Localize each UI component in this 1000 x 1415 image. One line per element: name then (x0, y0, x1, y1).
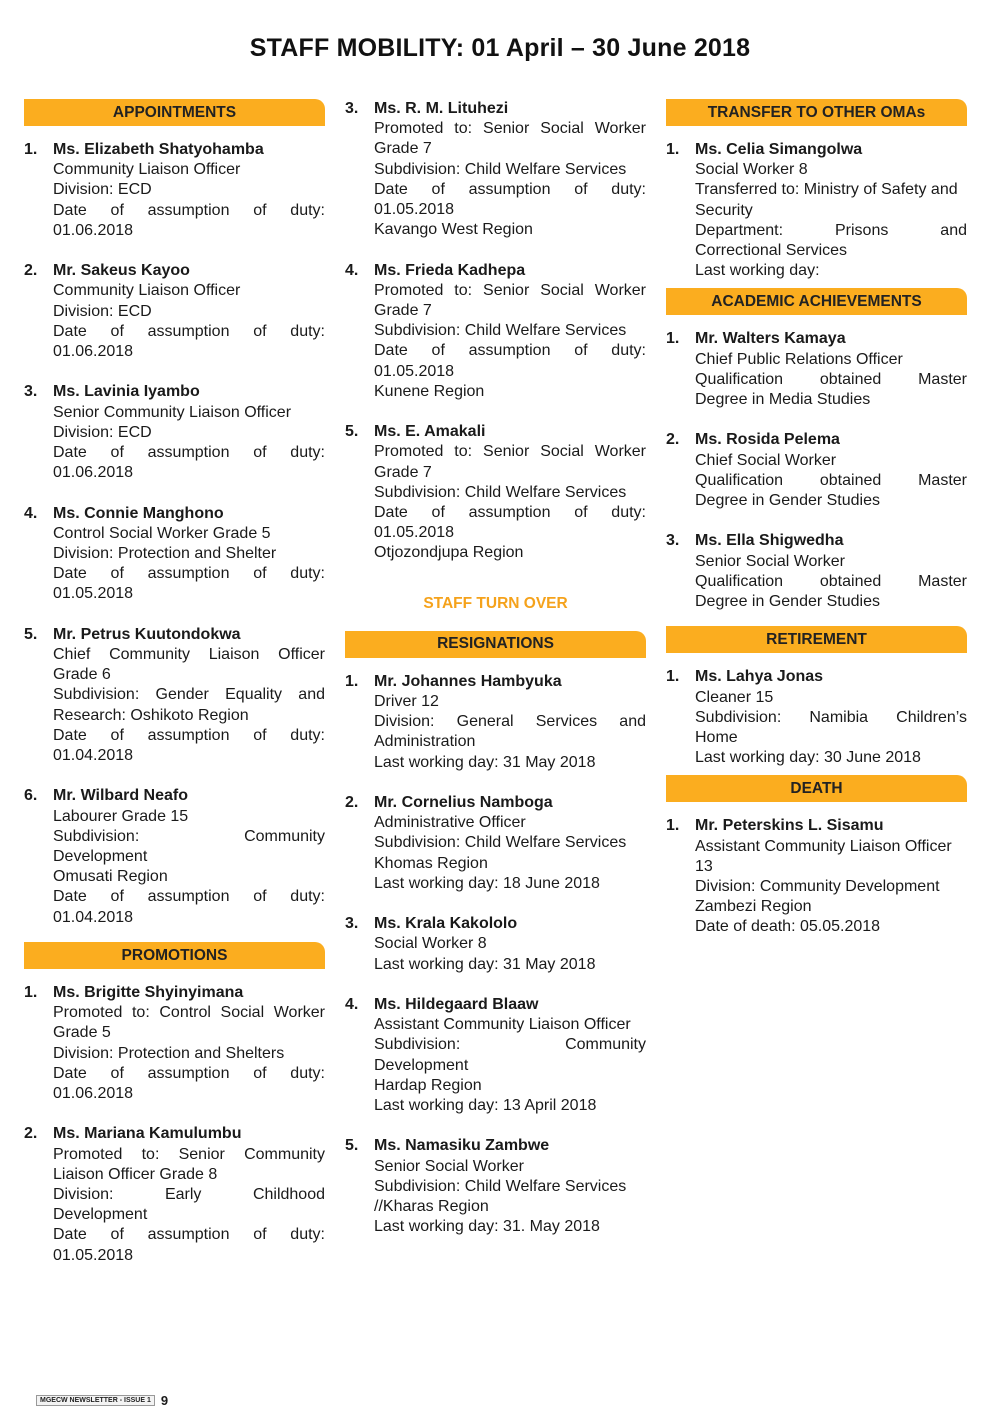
entry-detail-line: 01.05.2018 (374, 362, 455, 380)
entry-detail-line: Division: ECD (53, 423, 152, 441)
entry-name: Mr. Sakeus Kayoo (53, 262, 190, 280)
list-item (666, 667, 967, 768)
entry-detail-line: 01.06.2018 (53, 343, 134, 361)
entry-name: Mr. Cornelius Namboga (374, 794, 553, 812)
appointments-heading: APPOINTMENTS (24, 99, 325, 126)
entry-number: 1. (24, 141, 38, 158)
entry-detail-line: Division: ECD (53, 302, 152, 320)
entry-head (666, 329, 967, 349)
entry-number: 6. (24, 787, 38, 805)
entry-head (24, 382, 325, 402)
list-item (24, 625, 325, 766)
entry-detail-line: Subdivision: Child Welfare Services (374, 483, 627, 501)
list-item (24, 261, 325, 362)
entry-head (666, 531, 967, 551)
entry-name: Ms. R. M. Lituhezi (374, 100, 509, 117)
entry-name: Mr. Johannes Hambyuka (374, 672, 562, 690)
death-list (666, 816, 967, 937)
entry-detail-line: Grade 6 (53, 666, 111, 684)
entry-detail-line: Chief Community Liaison Officer (53, 646, 325, 664)
entry-detail-line: Last working day: (695, 262, 820, 280)
resignations-heading: RESIGNATIONS (345, 631, 646, 658)
entry-number: 5. (345, 1137, 359, 1155)
entry-detail-line: Senior Community Liaison Officer (53, 403, 292, 421)
entry-number: 1. (666, 141, 680, 158)
entry-detail-line: Date of death: 05.05.2018 (695, 918, 881, 936)
entry-detail-line: Otjozondjupa Region (374, 544, 524, 562)
entry-detail-line: Labourer Grade 15 (53, 807, 189, 825)
entry-detail-line: Zambezi Region (695, 898, 812, 916)
entry-detail-line: Promoted to: Senior Social Worker (374, 120, 646, 138)
academic-heading: ACADEMIC ACHIEVEMENTS (666, 288, 967, 315)
entry-name: Ms. Brigitte Shyinyimana (53, 984, 244, 1002)
entry-detail-line: Control Social Worker Grade 5 (53, 524, 271, 542)
entry-detail-line: Senior Social Worker (374, 1157, 524, 1175)
entry-detail-line: Subdivision: Child Welfare Services (374, 160, 627, 178)
entry-detail-line: 01.06.2018 (53, 221, 134, 239)
entry-name: Ms. Rosida Pelema (695, 431, 840, 449)
staff-turnover-heading: STAFF TURN OVER (423, 594, 568, 612)
newsletter-label: MGECW NEWSLETTER - ISSUE 1 (36, 1395, 155, 1406)
entry-detail-line: Department: Prisons and (695, 221, 967, 239)
entry-detail-line: Chief Social Worker (695, 451, 837, 469)
entry-head (24, 261, 325, 281)
entry-detail-line: Date of assumption of duty: (374, 180, 646, 198)
entry-detail-line: Promoted to: Senior Social Worker (374, 443, 646, 461)
entry-head (345, 793, 646, 813)
entry-name: Mr. Petrus Kuutondokwa (53, 625, 241, 643)
entry-number: 1. (345, 672, 359, 690)
entry-name: Mr. Wilbard Neafo (53, 787, 188, 805)
entry-number: 3. (24, 383, 38, 401)
entry-number: 1. (666, 817, 680, 835)
resignations-list (345, 672, 646, 1238)
entry-detail-line: Promoted to: Control Social Worker (53, 1004, 325, 1022)
entry-number: 1. (666, 668, 680, 686)
entry-detail-line: Assistant Community Liaison Officer (374, 1016, 631, 1034)
entry-detail-line: Subdivision: Namibia Children’s (695, 708, 967, 726)
entry-detail-line: 01.04.2018 (53, 908, 134, 926)
entry-detail-line: Last working day: 18 June 2018 (374, 874, 600, 892)
entry-name: Ms. Hildegaard Blaaw (374, 996, 539, 1014)
page-title: STAFF MOBILITY: 01 April – 30 June 2018 (249, 34, 751, 62)
entry-detail-line: Development (374, 1056, 469, 1074)
entry-number: 4. (345, 261, 359, 279)
entry-head (345, 422, 646, 442)
list-item (666, 430, 967, 511)
entry-detail-line: Transferred to: Ministry of Safety and (695, 181, 958, 199)
entry-detail-line: Administration (374, 733, 476, 751)
entry-detail-line: Research: Oshikoto Region (53, 706, 249, 724)
entry-detail-line: 01.04.2018 (53, 747, 134, 765)
entry-detail-line: 01.05.2018 (53, 585, 134, 603)
entry-detail-line: 01.05.2018 (374, 524, 455, 542)
list-item (345, 422, 646, 563)
entry-detail-line: Cleaner 15 (695, 688, 774, 706)
entry-detail-line: Social Worker 8 (374, 935, 487, 953)
list-item (24, 786, 325, 927)
column-left (24, 99, 325, 1286)
entry-detail-line: Subdivision: Child Welfare Services (374, 322, 627, 340)
entry-detail-line: Last working day: 31. May 2018 (374, 1218, 600, 1236)
entry-name: Ms. Lahya Jonas (695, 668, 824, 686)
list-item (24, 983, 325, 1104)
entry-detail-line: Grade 7 (374, 140, 432, 158)
entry-name: Ms. Ella Shigwedha (695, 532, 844, 550)
column-right (666, 99, 967, 958)
entry-name: Ms. Connie Manghono (53, 504, 224, 522)
entry-detail-line: Last working day: 30 June 2018 (695, 749, 921, 767)
entry-detail-line: Correctional Services (695, 242, 848, 260)
entry-detail-line: Community Liaison Officer (53, 161, 241, 179)
entry-detail-line: Division: Protection and Shelters (53, 1044, 285, 1062)
entry-number: 3. (666, 532, 680, 550)
entry-head (345, 995, 646, 1015)
entry-detail-line: Khomas Region (374, 854, 488, 872)
entry-detail-line: Senior Social Worker (695, 552, 845, 570)
entry-number: 4. (345, 996, 359, 1014)
list-item (666, 140, 967, 281)
entry-number: 2. (345, 794, 359, 812)
entry-detail-line: Subdivision: Community (53, 827, 325, 845)
entry-head (666, 667, 967, 687)
entry-detail-line: Date of assumption of duty: (374, 504, 646, 522)
entry-detail-line: Development (53, 848, 148, 866)
entry-head (24, 140, 325, 160)
entry-detail-line: Assistant Community Liaison Officer (695, 837, 952, 855)
entry-detail-line: 01.05.2018 (374, 201, 455, 219)
list-item (666, 531, 967, 612)
promotions-heading: PROMOTIONS (24, 942, 325, 969)
academic-list (666, 329, 967, 612)
entry-head (24, 786, 325, 806)
entry-detail-line: Omusati Region (53, 868, 168, 886)
column-middle (345, 99, 646, 1258)
entry-detail-line: Driver 12 (374, 693, 439, 711)
entry-head (24, 625, 325, 645)
entry-detail-line: Administrative Officer (374, 814, 526, 832)
entry-detail-line: Promoted to: Senior Community (53, 1145, 325, 1163)
entry-detail-line: Grade 7 (374, 463, 432, 481)
entry-detail-line: Degree in Gender Studies (695, 593, 880, 611)
entry-detail-line: Community Liaison Officer (53, 282, 241, 300)
entry-detail-line: Promoted to: Senior Social Worker (374, 281, 646, 299)
entry-number: 5. (345, 423, 359, 441)
entry-head (666, 816, 967, 836)
entry-detail-line: Subdivision: Child Welfare Services (374, 834, 627, 852)
entry-number: 2. (666, 431, 680, 449)
entry-detail-line: Qualification obtained Master (695, 471, 967, 489)
entry-head (345, 99, 646, 119)
page-number: 9 (160, 1393, 169, 1408)
entry-detail-line: Social Worker 8 (695, 161, 808, 179)
entry-head (345, 261, 646, 281)
entry-number: 2. (24, 262, 38, 280)
entry-detail-line: Security (695, 201, 753, 219)
transfer-list (666, 140, 967, 281)
list-item (345, 1136, 646, 1237)
list-item (345, 672, 646, 773)
entry-detail-line: Last working day: 13 April 2018 (374, 1097, 597, 1115)
entry-detail-line: Kavango West Region (374, 221, 533, 239)
entry-head (24, 504, 325, 524)
entry-detail-line: Division: ECD (53, 181, 152, 199)
entry-number: 2. (24, 1125, 38, 1143)
entry-number: 3. (345, 915, 359, 933)
entry-detail-line: Date of assumption of duty: (53, 1064, 325, 1082)
list-item (345, 995, 646, 1116)
entry-detail-line: Chief Public Relations Officer (695, 350, 903, 368)
promotions-list (24, 983, 325, 1266)
entry-number: 3. (345, 100, 359, 117)
list-item (24, 140, 325, 241)
entry-detail-line: Hardap Region (374, 1076, 482, 1094)
list-item (24, 1124, 325, 1265)
retirement-heading: RETIREMENT (666, 626, 967, 653)
entry-detail-line: Date of assumption of duty: (53, 1226, 325, 1244)
entry-number: 1. (666, 330, 680, 348)
entry-name: Ms. Frieda Kadhepa (374, 261, 526, 279)
entry-head (345, 1136, 646, 1156)
entry-detail-line: 01.06.2018 (53, 464, 134, 482)
entry-detail-line: Qualification obtained Master (695, 572, 967, 590)
entry-head (345, 914, 646, 934)
entry-detail-line: Subdivision: Gender Equality and (53, 686, 325, 704)
entry-detail-line: //Kharas Region (374, 1198, 489, 1216)
list-item (666, 329, 967, 410)
entry-detail-line: Liaison Officer Grade 8 (53, 1165, 218, 1183)
entry-number: 4. (24, 504, 38, 522)
entry-detail-line: Division: Community Development (695, 878, 940, 896)
list-item (666, 816, 967, 937)
entry-head (24, 1124, 325, 1144)
entry-detail-line: Degree in Gender Studies (695, 492, 880, 510)
retirement-list (666, 667, 967, 768)
entry-name: Ms. Lavinia Iyambo (53, 383, 200, 401)
list-item (345, 793, 646, 894)
entry-name: Ms. Elizabeth Shatyohamba (53, 141, 264, 158)
entry-head (666, 430, 967, 450)
entry-detail-line: Division: General Services and (374, 713, 646, 731)
entry-detail-line: Date of assumption of duty: (53, 565, 325, 583)
entry-detail-line: Grade 7 (374, 302, 432, 320)
list-item (24, 382, 325, 483)
entry-detail-line: Degree in Media Studies (695, 391, 871, 409)
entry-detail-line: 13 (695, 857, 713, 875)
entry-detail-line: Qualification obtained Master (695, 370, 967, 388)
list-item (345, 261, 646, 402)
entry-detail-line: Kunene Region (374, 382, 485, 400)
entry-name: Mr. Walters Kamaya (695, 330, 846, 348)
entry-detail-line: Division: Early Childhood (53, 1186, 325, 1204)
entry-detail-line: Date of assumption of duty: (374, 342, 646, 360)
entry-detail-line: Date of assumption of duty: (53, 201, 325, 219)
appointments-list (24, 140, 325, 928)
entry-detail-line: Date of assumption of duty: (53, 444, 325, 462)
entry-detail-line: 01.05.2018 (53, 1246, 134, 1264)
death-heading: DEATH (666, 775, 967, 802)
entry-detail-line: Subdivision: Community (374, 1036, 646, 1054)
entry-detail-line: Development (53, 1206, 148, 1224)
entry-detail-line: Last working day: 31 May 2018 (374, 753, 596, 771)
entry-number: 1. (24, 984, 38, 1002)
entry-name: Ms. Celia Simangolwa (695, 141, 863, 158)
entry-name: Mr. Peterskins L. Sisamu (695, 817, 884, 835)
entry-detail-line: Date of assumption of duty: (53, 322, 325, 340)
page-footer (36, 1393, 168, 1408)
entry-head (666, 140, 967, 160)
entry-detail-line: 01.06.2018 (53, 1085, 134, 1103)
entry-number: 5. (24, 625, 38, 643)
entry-name: Ms. Krala Kakololo (374, 915, 518, 933)
entry-name: Ms. Mariana Kamulumbu (53, 1125, 242, 1143)
entry-detail-line: Date of assumption of duty: (53, 888, 325, 906)
entry-detail-line: Subdivision: Child Welfare Services (374, 1177, 627, 1195)
transfer-heading: TRANSFER TO OTHER OMAs (666, 99, 967, 126)
entry-detail-line: Last working day: 31 May 2018 (374, 955, 596, 973)
list-item (345, 99, 646, 240)
entry-name: Ms. E. Amakali (374, 423, 486, 441)
entry-detail-line: Date of assumption of duty: (53, 726, 325, 744)
list-item (24, 504, 325, 605)
list-item (345, 914, 646, 975)
entry-head (345, 672, 646, 692)
entry-head (24, 983, 325, 1003)
entry-detail-line: Division: Protection and Shelter (53, 545, 277, 563)
entry-name: Ms. Namasiku Zambwe (374, 1137, 550, 1155)
entry-detail-line: Home (695, 729, 738, 747)
promotions-list-continued (345, 99, 646, 564)
entry-detail-line: Grade 5 (53, 1024, 111, 1042)
